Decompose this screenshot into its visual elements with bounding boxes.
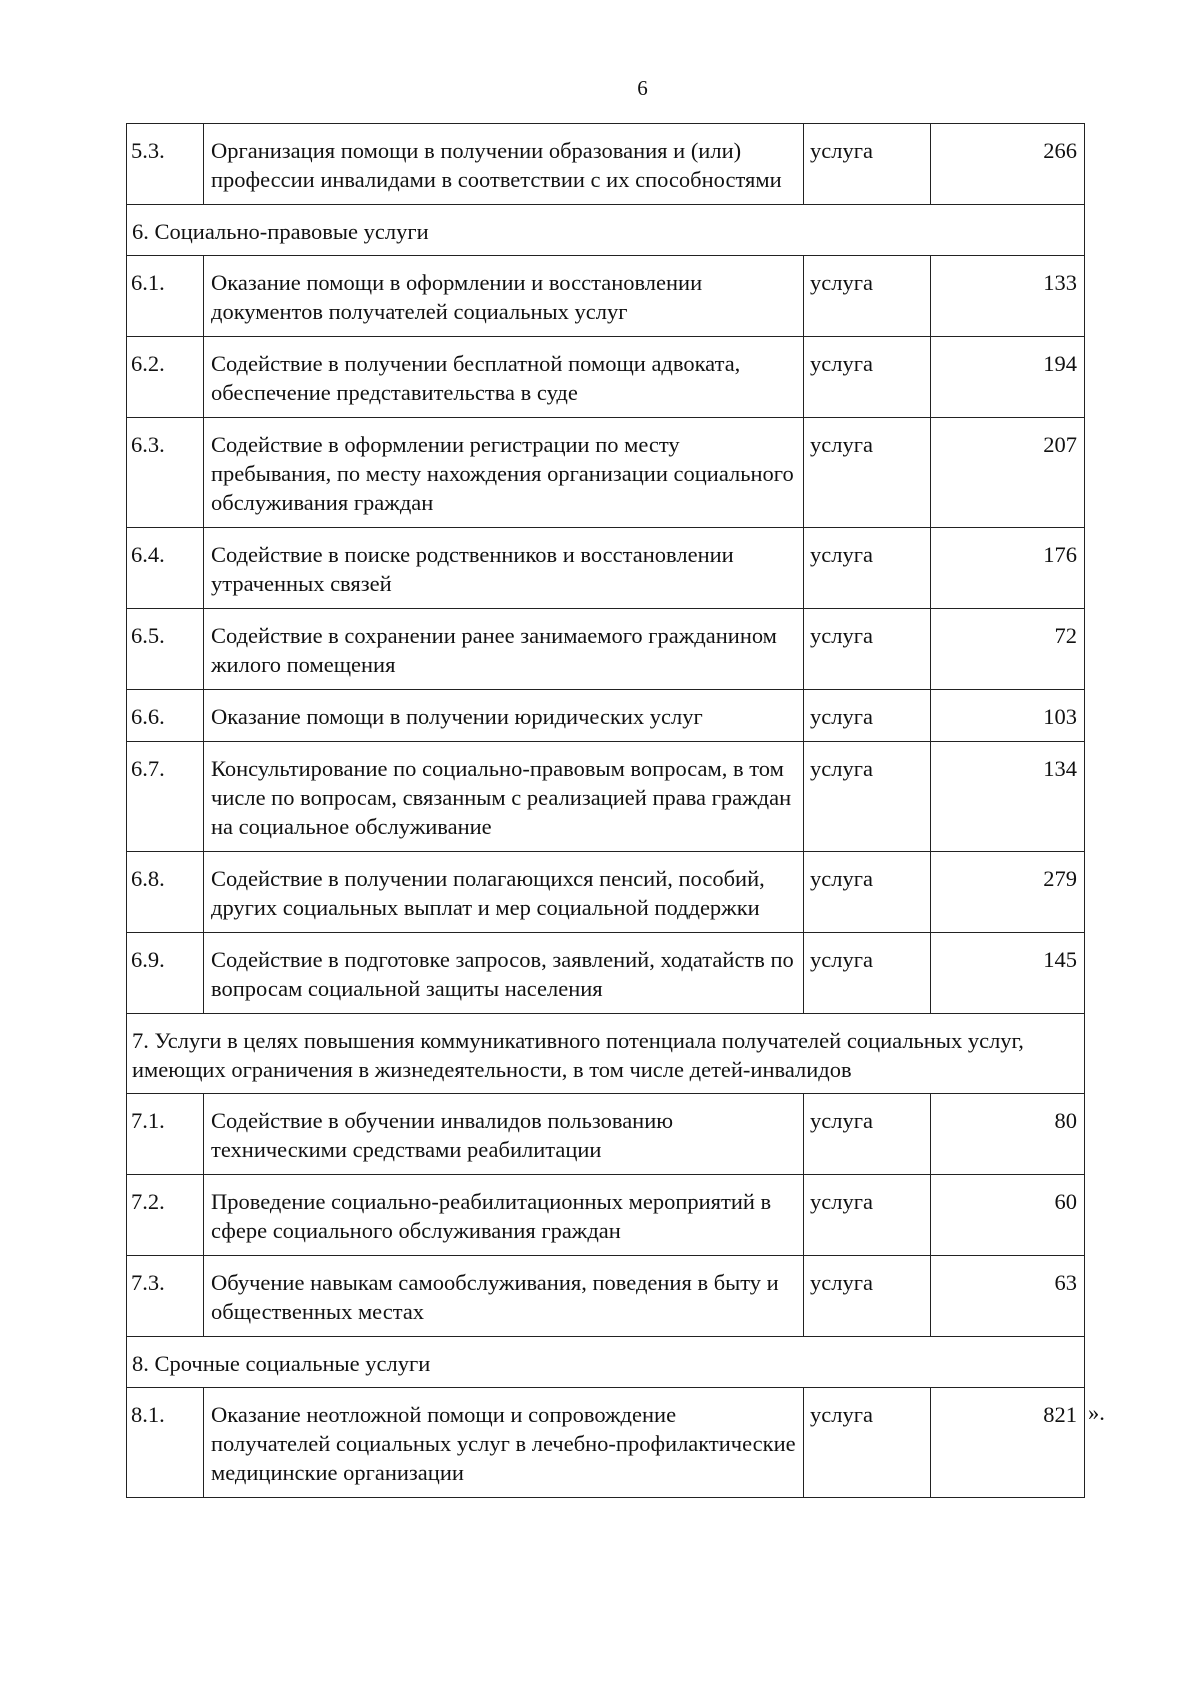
row-number: 7.3. [127, 1256, 204, 1337]
row-number: 6.5. [127, 609, 204, 690]
service-name: Содействие в оформлении регистрации по месту пребывания, по месту нахождения организации социального обслуживания граждан [204, 418, 804, 528]
unit-of-measure: услуга [804, 337, 931, 418]
row-number: 6.9. [127, 933, 204, 1014]
section-header-row [127, 205, 1085, 256]
section-title: 7. Услуги в целях повышения коммуникативного потенциала получателей социальных услуг, имеющих ограничения в жизнедеятельности, в том числе детей-инвалидов [127, 1014, 1085, 1094]
section-title: 8. Срочные социальные услуги [127, 1337, 1085, 1388]
unit-of-measure: услуга [804, 418, 931, 528]
table-row [127, 528, 1085, 609]
service-value: 60 [931, 1175, 1085, 1256]
section-header-row [127, 1337, 1085, 1388]
unit-of-measure: услуга [804, 852, 931, 933]
service-name: Консультирование по социально-правовым вопросам, в том числе по вопросам, связанным с реализацией права граждан на социальное обслуживание [204, 742, 804, 852]
service-name: Оказание неотложной помощи и сопровождение получателей социальных услуг в лечебно-профилактические медицинские организации [204, 1388, 804, 1498]
row-number: 8.1. [127, 1388, 204, 1498]
service-value: 176 [931, 528, 1085, 609]
row-number: 6.2. [127, 337, 204, 418]
table-row [127, 124, 1085, 205]
service-name: Обучение навыкам самообслуживания, поведения в быту и общественных местах [204, 1256, 804, 1337]
service-name: Оказание помощи в получении юридических услуг [204, 690, 804, 742]
row-number: 6.4. [127, 528, 204, 609]
table-row [127, 337, 1085, 418]
unit-of-measure: услуга [804, 1175, 931, 1256]
section-title: 6. Социально-правовые услуги [127, 205, 1085, 256]
unit-of-measure: услуга [804, 1256, 931, 1337]
unit-of-measure: услуга [804, 742, 931, 852]
unit-of-measure: услуга [804, 609, 931, 690]
service-name: Содействие в сохранении ранее занимаемого гражданином жилого помещения [204, 609, 804, 690]
table-row [127, 852, 1085, 933]
service-value: 133 [931, 256, 1085, 337]
service-name: Оказание помощи в оформлении и восстановлении документов получателей социальных услуг [204, 256, 804, 337]
service-name: Содействие в поиске родственников и восстановлении утраченных связей [204, 528, 804, 609]
unit-of-measure: услуга [804, 933, 931, 1014]
service-value: 145 [931, 933, 1085, 1014]
row-number: 7.2. [127, 1175, 204, 1256]
unit-of-measure: услуга [804, 256, 931, 337]
table-row [127, 1094, 1085, 1175]
services-table-body [127, 124, 1085, 1498]
row-number: 6.3. [127, 418, 204, 528]
section-header-row [127, 1014, 1085, 1094]
service-value: 103 [931, 690, 1085, 742]
unit-of-measure: услуга [804, 1388, 931, 1498]
service-value: 194 [931, 337, 1085, 418]
service-value: 207 [931, 418, 1085, 528]
service-value: 821 [931, 1388, 1085, 1498]
unit-of-measure: услуга [804, 1094, 931, 1175]
service-name: Организация помощи в получении образования и (или) профессии инвалидами в соответствии с их способностями [204, 124, 804, 205]
closing-quote-mark: ». [1088, 1399, 1105, 1425]
table-row [127, 933, 1085, 1014]
table-row [127, 1175, 1085, 1256]
service-value: 72 [931, 609, 1085, 690]
service-value: 63 [931, 1256, 1085, 1337]
table-row [127, 690, 1085, 742]
table-row [127, 1256, 1085, 1337]
unit-of-measure: услуга [804, 690, 931, 742]
row-number: 6.1. [127, 256, 204, 337]
row-number: 6.6. [127, 690, 204, 742]
page-number: 6 [637, 76, 648, 100]
service-value: 134 [931, 742, 1085, 852]
table-row [127, 742, 1085, 852]
unit-of-measure: услуга [804, 528, 931, 609]
service-value: 279 [931, 852, 1085, 933]
row-number: 6.7. [127, 742, 204, 852]
service-name: Содействие в получении бесплатной помощи адвоката, обеспечение представительства в суде [204, 337, 804, 418]
row-number: 5.3. [127, 124, 204, 205]
table-row [127, 1388, 1085, 1498]
unit-of-measure: услуга [804, 124, 931, 205]
row-number: 6.8. [127, 852, 204, 933]
service-name: Содействие в получении полагающихся пенсий, пособий, других социальных выплат и мер социальной поддержки [204, 852, 804, 933]
services-table [126, 123, 1085, 1498]
table-row [127, 418, 1085, 528]
table-row [127, 256, 1085, 337]
row-number: 7.1. [127, 1094, 204, 1175]
service-name: Содействие в обучении инвалидов пользованию техническими средствами реабилитации [204, 1094, 804, 1175]
service-name: Содействие в подготовке запросов, заявлений, ходатайств по вопросам социальной защиты населения [204, 933, 804, 1014]
service-value: 80 [931, 1094, 1085, 1175]
service-name: Проведение социально-реабилитационных мероприятий в сфере социального обслуживания граждан [204, 1175, 804, 1256]
table-row [127, 609, 1085, 690]
service-value: 266 [931, 124, 1085, 205]
